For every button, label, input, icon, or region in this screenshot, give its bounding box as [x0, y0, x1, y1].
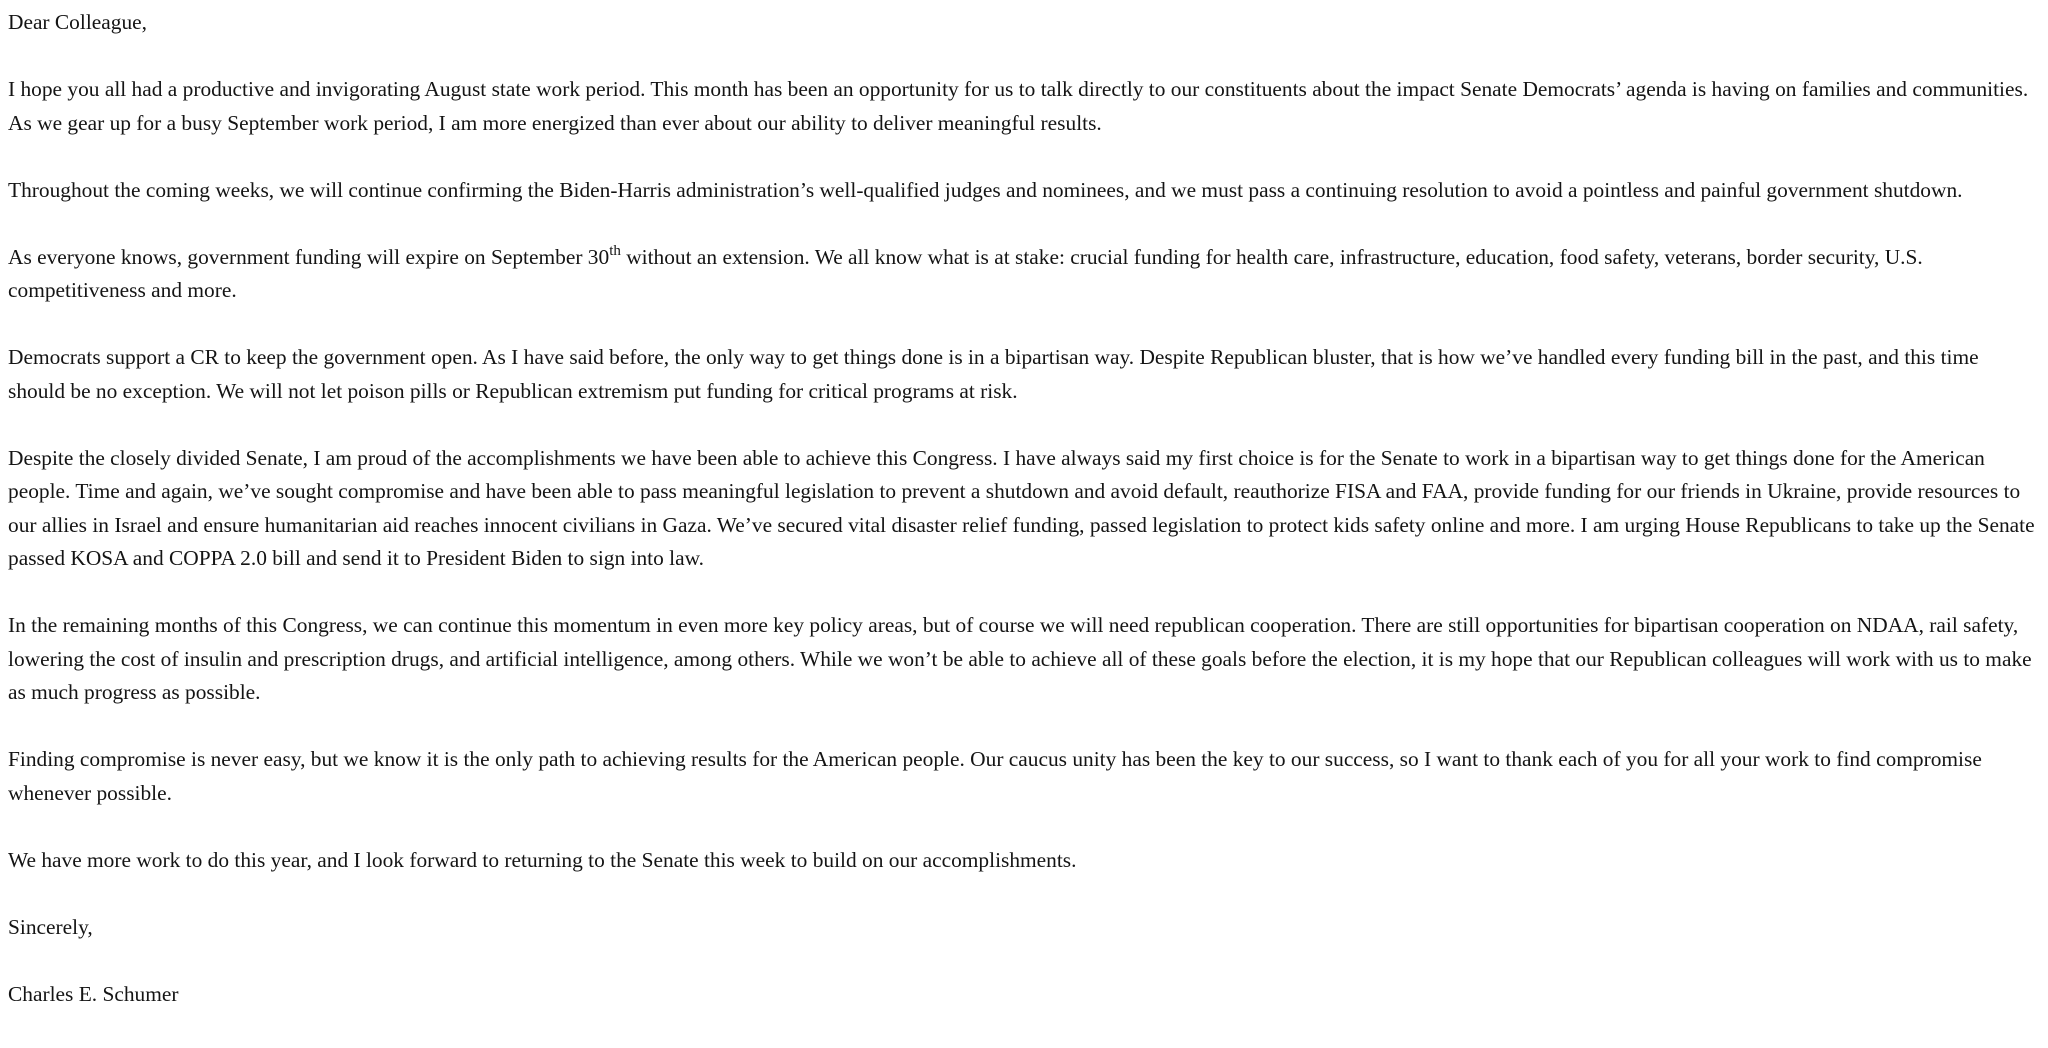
salutation: Dear Colleague,	[8, 10, 147, 34]
paragraph-5: Despite the closely divided Senate, I am proud of the accomplishments we have been able to achieve this Congress. I have always said my first choice is for the Senate to work in a bipartisan way to get things done for the American people. Time and again, we’ve sought compromise and have been able to pass meaningful legislation to prevent a shutdown and avoid default, reauthorize FISA and FAA, provide funding for our friends in Ukraine, provide resources to our allies in Israel and ensure humanitarian aid reaches innocent civilians in Gaza. We’ve secured vital disaster relief funding, passed legislation to protect kids safety online and more. I am urging House Republicans to take up the Senate passed KOSA and COPPA 2.0 bill and send it to President Biden to sign into law.	[8, 445, 2035, 570]
paragraph-7: Finding compromise is never easy, but we know it is the only path to achieving results for the American people. Our caucus unity has been the key to our success, so I want to thank each of you for all your work to find compromise whenever possible.	[8, 747, 1982, 805]
paragraph-3-text-after: without an extension. We all know what is at stake: crucial funding for health care, infrastructure, education, food safety, veterans, border security, U.S. competitiveness and more.	[8, 244, 1923, 302]
paragraph-4: Democrats support a CR to keep the government open. As I have said before, the only way to get things done is in a bipartisan way. Despite Republican bluster, that is how we’ve handled every funding bill in the past, and this time should be no exception. We will not let poison pills or Republican extremism put funding for critical programs at risk.	[8, 345, 1979, 403]
closing: Sincerely,	[8, 914, 93, 939]
signature: Charles E. Schumer	[8, 981, 179, 1006]
paragraph-2: Throughout the coming weeks, we will continue confirming the Biden-Harris administration’s well-qualified judges and nominees, and we must pass a continuing resolution to avoid a pointless and painful government shutdown.	[8, 177, 1963, 202]
paragraph-8: We have more work to do this year, and I look forward to returning to the Senate this week to build on our accomplishments.	[8, 847, 1077, 872]
paragraph-6: In the remaining months of this Congress, we can continue this momentum in even more key policy areas, but of course we will need republican cooperation. There are still opportunities for bipartisan cooperation on NDAA, rail safety, lowering the cost of insulin and prescription drugs, and artificial intelligence, among others. While we won’t be able to achieve all of these goals before the election, it is my hope that our Republican colleagues will work with us to make as much progress as possible.	[8, 613, 2032, 704]
paragraph-3-text-before: As everyone knows, government funding will expire on September 30	[8, 244, 610, 269]
paragraph-1: I hope you all had a productive and invigorating August state work period. This month has been an opportunity for us to talk directly to our constituents about the impact Senate Democrats’ agenda is having on families and communities. As we gear up for a busy September work period, I am more energized than ever about our ability to deliver meaningful results.	[8, 77, 2029, 135]
ordinal-suffix: th	[609, 242, 621, 259]
paragraph-3	[8, 241, 2040, 308]
